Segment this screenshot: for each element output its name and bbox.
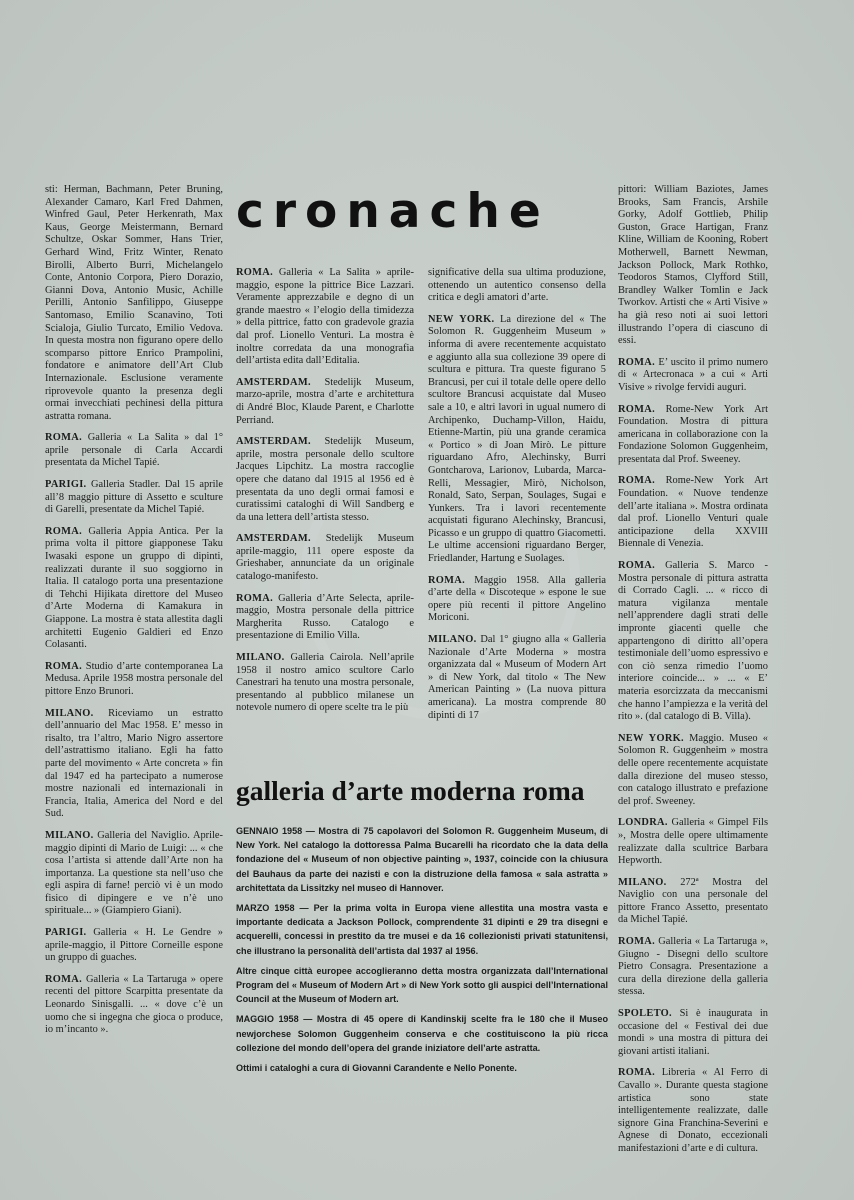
entry-city: ROMA.	[236, 267, 273, 278]
galleria-paragraph: MAGGIO 1958 — Mostra di 45 opere di Kandinskij scelte fra le 180 che il Museo newjorchese Solomon Guggenheim conserva e che costituiscono la più ricca collezione del mondo dell’opera del grande iniziatore dell’arte astratta.	[236, 1014, 608, 1053]
entry-text: Stedelijk Museum, marzo-aprile, mostra d’arte e architettura di André Bloc, Klaude Parent, e Charlotte Perriand.	[236, 376, 414, 426]
news-entry	[45, 708, 223, 821]
entry-text: Stedelijk Museum aprile-maggio, 111 opere esposte da Grieshaber, annunciate da un originale catalogo-manifesto.	[236, 533, 414, 583]
news-entry	[236, 533, 414, 583]
entry-city: MILANO.	[428, 634, 477, 646]
news-entry	[428, 575, 606, 625]
entry-text: Si è inaugurata in occasione del « Festival dei due mondi » una mostra di pittura dei giovani artisti italiani.	[618, 1008, 768, 1057]
galleria-paragraph: GENNAIO 1958 — Mostra di 75 capolavori del Solomon R. Guggenheim Museum, di New York. Nel catalogo la dottoressa Palma Bucarelli ha ricordato che la data della fondazione del « Museum of non objective painting », 1937, coincide con la chiusura del Bauhaus da parte dei nazisti e con la distruzione della famosa « sala astratta » architettata da Lissitzky nel museo di Hannover.	[236, 826, 608, 893]
column-3	[428, 267, 606, 722]
entry-city: NEW YORK.	[428, 313, 495, 325]
news-entry	[45, 927, 223, 965]
entry-text: Galleria « Gimpel Fils », Mostra delle opere ultimamente realizzate dalla scultrice Barbara Hepworth.	[618, 817, 768, 867]
entry-city: ROMA.	[45, 660, 82, 672]
news-entry	[45, 526, 223, 652]
entry-text: Galleria « La Tartaruga », Giugno - Disegni dello scultore Pietro Consagra. Presentazione a cura della direzione della galleria stessa.	[618, 936, 768, 998]
news-entry	[236, 652, 414, 715]
column-2	[236, 267, 414, 715]
entry-city: MILANO.	[45, 707, 94, 719]
entry-text: Libreria « Al Ferro di Cavallo ». Durante questa stagione artistica sono state intelligentemente realizzate, dalle signore Gina Franchina-Severini e Agnese di Donato, eccezionali manifestazioni d’arte e di cultura.	[618, 1067, 768, 1154]
entry-text: Galleria Cairola. Nell’aprile 1958 il nostro amico scultore Carlo Canestrari ha tenuto una mostra personale, presentando al pubblico milanese un notevole numero di opere scelte tra le più	[236, 652, 414, 714]
news-entry	[45, 479, 223, 517]
entry-text: Maggio. Museo « Solomon R. Guggenheim » mostra delle opere recentemente acquistate dalla direzione del museo stesso, con catalogo illustrato e prefazione del prof. Sweeney.	[618, 732, 768, 807]
entry-text: Galleria Appia Antica. Per la prima volta il pittore giapponese Taku Iwasaki espone un gruppo di dipinti, realizzati durante il suo soggiorno in Italia. Il catalogo porta una presentazione di Tehchi Hijikata direttore del Museo d’Arte Moderna di Kamakura in Giappone. La mostra è stata allestita dagli architetti Eugenio Galdieri ed Enzo Colasanti.	[45, 525, 223, 651]
entry-text: Studio d’arte contemporanea La Medusa. Aprile 1958 mostra personale del pittore Enzo Brunori.	[45, 660, 223, 697]
news-entry	[618, 817, 768, 867]
entry-city: ROMA.	[618, 403, 655, 415]
news-entry	[45, 974, 223, 1037]
entry-city: ROMA.	[618, 356, 655, 368]
news-entry	[618, 357, 768, 395]
entry-city: NEW YORK.	[618, 732, 684, 744]
entry-city: ROMA.	[618, 1067, 655, 1079]
entry-city: LONDRA.	[618, 817, 668, 829]
news-entry	[236, 436, 414, 524]
entry-text: Stedelijk Museum, aprile, mostra personale dello scultore Jacques Lipchitz. La mostra raccoglie opere che datano dal 1915 al 1956 ed è presentata da uno degli ormai famosi e curatissimi cataloghi di Will Sandberg e da una lettera dell’artista stesso.	[236, 436, 414, 523]
entry-text: Galleria « La Salita » aprile-maggio, espone la pittrice Bice Lazzari. Veramente apprezzabile e degno di un grande maestro « l’elogio della timidezza » della pittrice, fatto con gradevole grazia dal prof. Lionello Venturi. La mostra è inoltre corredata da una monografia dell’artista edita dall’Editalia.	[236, 267, 414, 367]
entry-text: Galleria « La Tartaruga » opere recenti del pittore Scarpitta presentate da Leonardo Sinisgalli. ... « dove c’è un uomo che si ingegna che gioca o produce, io m’incanto ».	[45, 973, 223, 1036]
entry-city: ROMA.	[45, 525, 82, 537]
news-entry	[45, 432, 223, 470]
news-entry	[618, 560, 768, 724]
entry-text: Rome-New York Art Foundation. « Nuove tendenze dell’arte italiana ». Mostra ordinata dal prof. Lionello Venturi quale anticipazione della XXVIII Biennale di Venezia.	[618, 475, 768, 550]
entry-text: La direzione del « The Solomon R. Guggenheim Museum » informa di avere recentemente acquistato e aggiunto alla sua collezione 39 opere di scultura e pittura. Tra queste figurano 5 Brancusi, per cui il totale delle opere dello scultore Brancusi acquistate dal Museo sale a 10, e altri lavori in ugual numero di Archipenko, Duchamp-Villon, Haidu, Etienne-Martin, più una grande ceramica « Portico » di Joan Mirò. Le pitture riguardano Afro, Alechinsky, Burri Gontcharova, Larionov, Lubarda, Marca-Relli, Messagier, Mirò, Nicholson, Ronald, Sato, Serpan, Soulages, Sugai e Yunkers. Tra i lavori recentemente acquistati figurano Alechinsky, Brancusi, Picasso e un gruppo di quattro Giacometti. Le ultime accensioni riguardano Berger, Friedlander, Hartung e Suolages.	[428, 313, 606, 565]
entry-city: ROMA.	[45, 973, 82, 985]
entry-city: AMSTERDAM.	[236, 533, 311, 545]
entry-text: Maggio 1958. Alla galleria d’arte della « Discoteque » espone le sue opere più recenti il pittore Angelino Moriconi.	[428, 574, 606, 624]
news-entry	[618, 404, 768, 467]
galleria-paragraph: MARZO 1958 — Per la prima volta in Europa viene allestita una mostra vasta e importante dedicata a Jackson Pollock, comprendente 31 dipinti e 29 tra disegni e acquerelli, concessi in prestito da tre musei e da 16 collezionisti privati statunitensi, che illustrano la personalità dell’artista dal 1937 al 1956.	[236, 903, 608, 956]
news-entry	[618, 877, 768, 927]
entry-text: E’ uscito il primo numero di « Artecronaca » a cui « Arti Visive » rivolge fervidi auguri.	[618, 356, 768, 393]
entry-city: ROMA.	[428, 574, 465, 586]
entry-text: sti: Herman, Bachmann, Peter Bruning, Alexander Camaro, Karl Fred Dahmen, Winfred Gaul, Peter Herkenrath, Max Kaus, George Meistermann, Bernard Schultze, Oskar Sommer, Hans Trier, Gerhard Wind, Fritz Winter, Renato Birolli, Alberto Burri, Michelangelo Conte, Antonio Corpora, Piero Dorazio, Gianni Dova, Antonio Music, Achille Perilli, Antonio Sanfilippo, Giuseppe Santomaso, Emilio Scanavino, Toti Scialoja, Giulio Turcato, Emilio Vedova. In questa mostra non figurano opere dello scomparso pittore Enrico Prampolini, fondatore e animatore dell’Art Club Internazionale. Esclusione veramente riprovevole quanto la presenza degli ormai invecchiati pechinesi della pittura astratta romana.	[45, 184, 223, 422]
entry-city: MILANO.	[618, 876, 667, 888]
entry-text: Galleria « H. Le Gendre » aprile-maggio, il Pittore Corneille espone un gruppo di guaches.	[45, 927, 223, 964]
section-title-cronache: cronache	[236, 184, 550, 239]
entry-text: Galleria del Naviglio. Aprile-maggio dipinti di Mario de Luigi: ... « che cosa l’artista si attende dall’Arte non ha importanza. La questione sta nell’uso che egli aspira di farne! perciò vi è un modo fisico di dipingere e ve n’è uno spirituale... » (Giampiero Giani).	[45, 829, 223, 917]
section-title-galleria: galleria d’arte moderna roma	[236, 775, 585, 806]
news-entry	[236, 267, 414, 368]
news-entry	[428, 634, 606, 722]
entry-city: MILANO.	[45, 829, 94, 841]
entry-city: MILANO.	[236, 652, 285, 664]
entry-text: Galleria d’Arte Selecta, aprile-maggio, Mostra personale della pittrice Margherita Russo. Catalogo e presentazione di Emilio Villa.	[236, 592, 414, 642]
news-entry	[618, 1067, 768, 1155]
news-entry	[236, 593, 414, 643]
entry-city: PARIGI.	[45, 479, 87, 491]
news-entry	[45, 830, 223, 918]
entry-text: Galleria « La Salita » dal 1° aprile personale di Carla Accardi presentata da Michel Tapié.	[45, 432, 223, 469]
entry-city: ROMA.	[45, 432, 82, 444]
entry-city: ROMA.	[236, 592, 273, 604]
entry-text: Galleria Stadler. Dal 15 aprile all’8 maggio pitture di Assetto e sculture di Garelli, presentate da Michel Tapié.	[45, 479, 223, 516]
entry-text: Riceviamo un estratto dell’annuario del Mac 1958. E’ messo in risalto, tra l’altro, Mario Nigro assertore dell’astrattismo italiano. Egli ha fatto parte del movimento « Arte concreta » fin dal 1947 ed ha partecipato a numerose mostre nazionali ed internazionali in Francia, Italia, America del Nord e del Sud.	[45, 707, 223, 820]
news-entry	[236, 377, 414, 427]
entry-city: AMSTERDAM.	[236, 436, 311, 448]
entry-city: ROMA.	[618, 475, 655, 487]
entry-text: significative della sua ultima produzione, ottenendo un autentico consenso della critica e degli amatori d’arte.	[428, 267, 606, 304]
news-entry	[428, 267, 606, 305]
entry-city: ROMA.	[618, 936, 655, 948]
column-1	[45, 184, 223, 1037]
galleria-paragraph: Ottimi i cataloghi a cura di Giovanni Carandente e Nello Ponente.	[236, 1063, 517, 1074]
entry-city: PARIGI.	[45, 927, 87, 939]
news-entry	[428, 314, 606, 566]
entry-text: Rome-New York Art Foundation. Mostra di pittura americana in collaborazione con la Fondazione Solomon Guggenheim, presentata dal Prof. Sweeney.	[618, 403, 768, 465]
entry-text: Galleria S. Marco - Mostra personale di pittura astratta di Corrado Cagli. ... « ricco di matura vigilanza mentale nell’apprendere dagli strati delle impronte giacenti quelle che appartengono di diritto all’opera testimoniale dell’uomo espressivo e con ciò senza rimedio l’uomo interiore coincide... » ... « E’ materia esorcizzata da meccanismi che hanno l’ampiezza e la verità del rito ». (dal catalogo di B. Villa).	[618, 560, 768, 723]
news-entry	[618, 475, 768, 551]
news-entry	[45, 184, 223, 423]
galleria-program-block	[236, 824, 608, 1081]
galleria-paragraph: Altre cinque città europee accoglieranno detta mostra organizzata dall’International Program del « Museum of Modern Art » di New York sotto gli auspici dell’International Council at the Museum of Modern art.	[236, 965, 608, 1005]
news-entry	[618, 184, 768, 348]
news-entry	[618, 733, 768, 809]
entry-city: AMSTERDAM.	[236, 376, 311, 388]
entry-city: ROMA.	[618, 560, 655, 572]
entry-text: 272ª Mostra del Naviglio con una personale del pittore Franco Assetto, presentato da Michel Tapié.	[618, 876, 768, 926]
entry-city: SPOLETO.	[618, 1008, 672, 1020]
news-entry	[618, 1008, 768, 1058]
news-entry	[618, 936, 768, 999]
entry-text: Dal 1° giugno alla « Galleria Nazionale d’Arte Moderna » mostra organizzata dal « Museum of Modern Art » di New York, dal titolo « The New American Painting » (La nuova pittura americana). La mostra comprende 80 dipinti di 17	[428, 634, 606, 721]
entry-text: pittori: William Baziotes, James Brooks, Sam Francis, Arshile Gorky, Adolf Gottlieb, Philip Guston, Grace Hartigan, Franz Kline, William de Kooning, Robert Motherwell, Barnett Newman, Jackson Pollock, Mark Rothko, Teodoros Stamos, Clyfford Still, Brandley Walker Tomlin e Jack Tworkov. Artisti che « Arti Visive » ha già reso noti ai suoi lettori illustrando l’opera di ciascuno di essi.	[618, 184, 768, 347]
column-4	[618, 184, 768, 1156]
news-entry	[45, 661, 223, 699]
